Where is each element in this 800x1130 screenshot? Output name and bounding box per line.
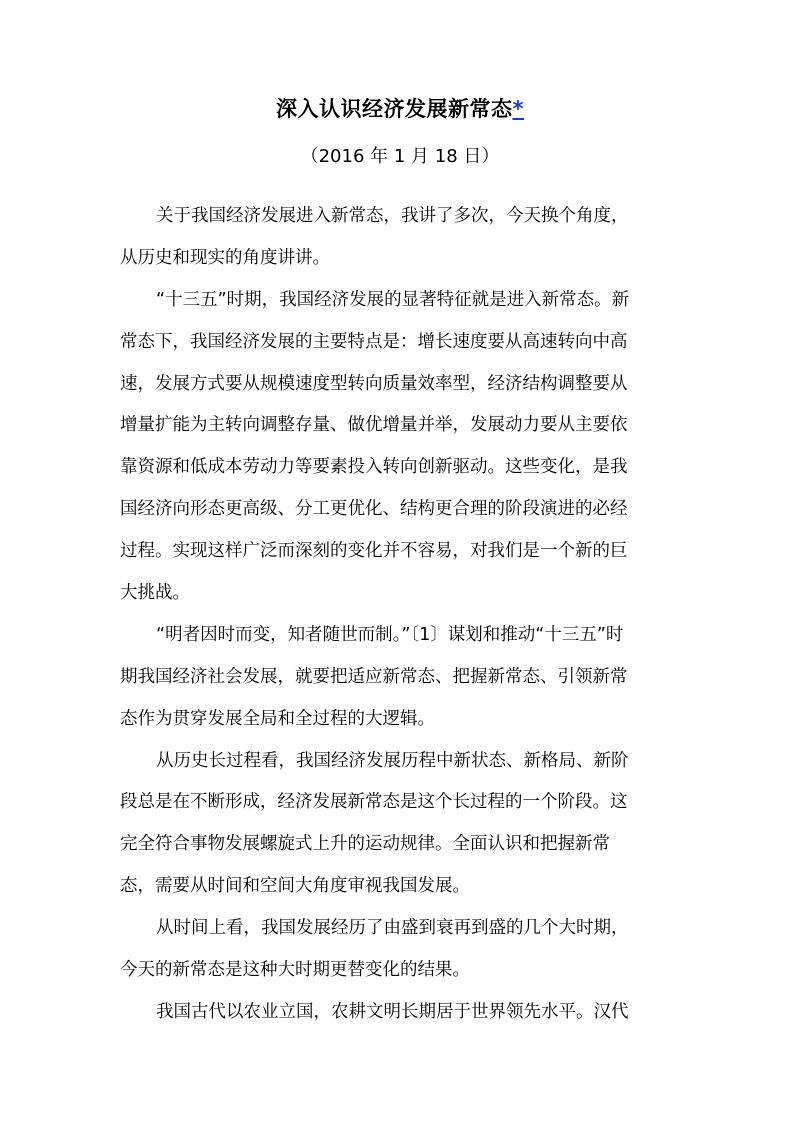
body-paragraph [120, 908, 680, 992]
document-body [120, 196, 680, 1034]
paragraph-line: “明者因时而变，知者随世而制。”〔1〕谋划和推动“十三五”时 [156, 624, 624, 645]
body-paragraph [120, 741, 680, 909]
title-footnote-link[interactable]: * [512, 97, 524, 121]
document-date: （2016 年 1 月 18 日） [300, 146, 500, 167]
paragraph-line: 从历史长过程看，我国经济发展历程中新状态、新格局、新阶 [156, 750, 629, 771]
body-paragraph [120, 615, 680, 741]
paragraph-line: 完全符合事物发展螺旋式上升的运动规律。全面认识和把握新常 [120, 834, 610, 855]
paragraph-line: 大挑战。 [120, 583, 190, 604]
paragraph-line: 速，发展方式要从规模速度型转向质量效率型，经济结构调整要从 [120, 373, 628, 394]
paragraph-line: 常态下，我国经济发展的主要特点是：增长速度要从高速转向中高 [120, 331, 628, 352]
paragraph-line: 增量扩能为主转向调整存量、做优增量并举，发展动力要从主要依 [120, 415, 628, 436]
paragraph-line: 期我国经济社会发展，就要把适应新常态、把握新常态、引领新常 [120, 666, 628, 687]
paragraph-line: 段总是在不断形成，经济发展新常态是这个长过程的一个阶段。这 [120, 792, 628, 813]
document-title [0, 91, 800, 127]
paragraph-line: 态，需要从时间和空间大角度审视我国发展。 [120, 876, 470, 897]
paragraph-line: 我国古代以农业立国，农耕文明长期居于世界领先水平。汉代 [156, 1001, 629, 1022]
paragraph-line: 靠资源和低成本劳动力等要素投入转向创新驱动。这些变化，是我 [120, 457, 628, 478]
paragraph-line: 今天的新常态是这种大时期更替变化的结果。 [120, 960, 470, 981]
paragraph-line: 关于我国经济发展进入新常态，我讲了多次，今天换个角度， [156, 206, 629, 226]
body-paragraph [120, 196, 680, 280]
paragraph-line: 从历史和现实的角度讲讲。 [120, 247, 330, 268]
body-paragraph [120, 992, 680, 1034]
paragraph-line: 从时间上看，我国发展经历了由盛到衰再到盛的几个大时期， [156, 918, 629, 939]
body-paragraph [120, 280, 680, 615]
document-title-text: 深入认识经济发展新常态 [276, 97, 513, 121]
paragraph-line: 态作为贯穿发展全局和全过程的大逻辑。 [120, 708, 435, 729]
paragraph-line: 过程。实现这样广泛而深刻的变化并不容易，对我们是一个新的巨 [120, 541, 628, 562]
paragraph-line: “十三五”时期，我国经济发展的显著特征就是进入新常态。新 [156, 289, 630, 310]
paragraph-line: 国经济向形态更高级、分工更优化、结构更合理的阶段演进的必经 [120, 499, 628, 520]
